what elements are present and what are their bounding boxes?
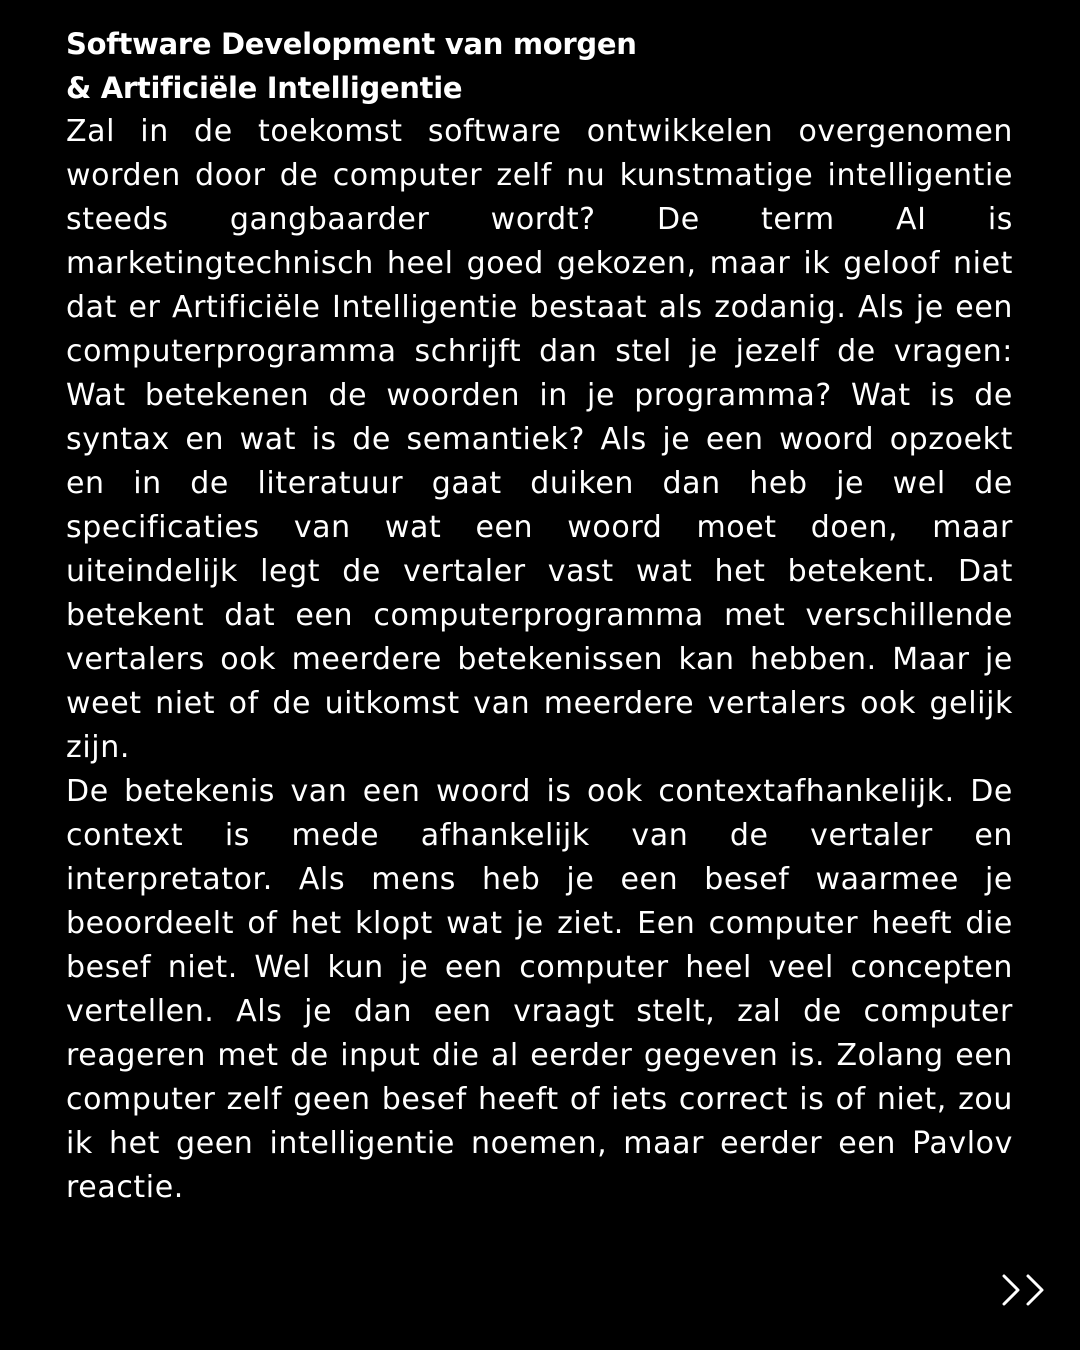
post-content bbox=[66, 22, 1013, 1210]
next-slide-button[interactable] bbox=[998, 1272, 1050, 1308]
body-paragraph-2: De betekenis van een woord is ook contextafhankelijk. De context is mede afhankelijk van de vertaler en interpretator. Als mens heb je een besef waarmee je beoordeelt of het klopt wat je ziet. Een computer heeft die besef niet. Wel kun je een computer heel veel concepten vertellen. Als je dan een vraagt stelt, zal de computer reageren met de input die al eerder gegeven is. Zolang een computer zelf geen besef heeft of iets correct is of niet, zou ik het geen intelligentie noemen, maar eerder een Pavlov reactie. bbox=[66, 774, 1013, 1205]
body-paragraph-1: Zal in de toekomst software ontwikkelen overgenomen worden door de computer zelf nu kunstmatige intelligentie steeds gangbaarder wordt? De term AI is marketingtechnisch heel goed gekozen, maar ik geloof niet dat er Artificiële Intelligentie bestaat als zodanig. Als je een computerprogramma schrijft dan stel je jezelf de vragen: Wat betekenen de woorden in je programma? Wat is de syntax en wat is de semantiek? Als je een woord opzoekt en in de literatuur gaat duiken dan heb je wel de specificaties van wat een woord moet doen, maar uiteindelijk legt de vertaler vast wat het betekent. Dat betekent dat een computerprogramma met verschillende vertalers ook meerdere betekenissen kan hebben. Maar je weet niet of de uitkomst van meerdere vertalers ook gelijk zijn. bbox=[66, 114, 1013, 765]
post-title-line-1: Software Development van morgen bbox=[66, 27, 637, 61]
double-chevron-right-icon bbox=[998, 1272, 1050, 1308]
post-title bbox=[66, 22, 1013, 110]
post-title-line-2: & Artificiële Intelligentie bbox=[66, 71, 463, 105]
